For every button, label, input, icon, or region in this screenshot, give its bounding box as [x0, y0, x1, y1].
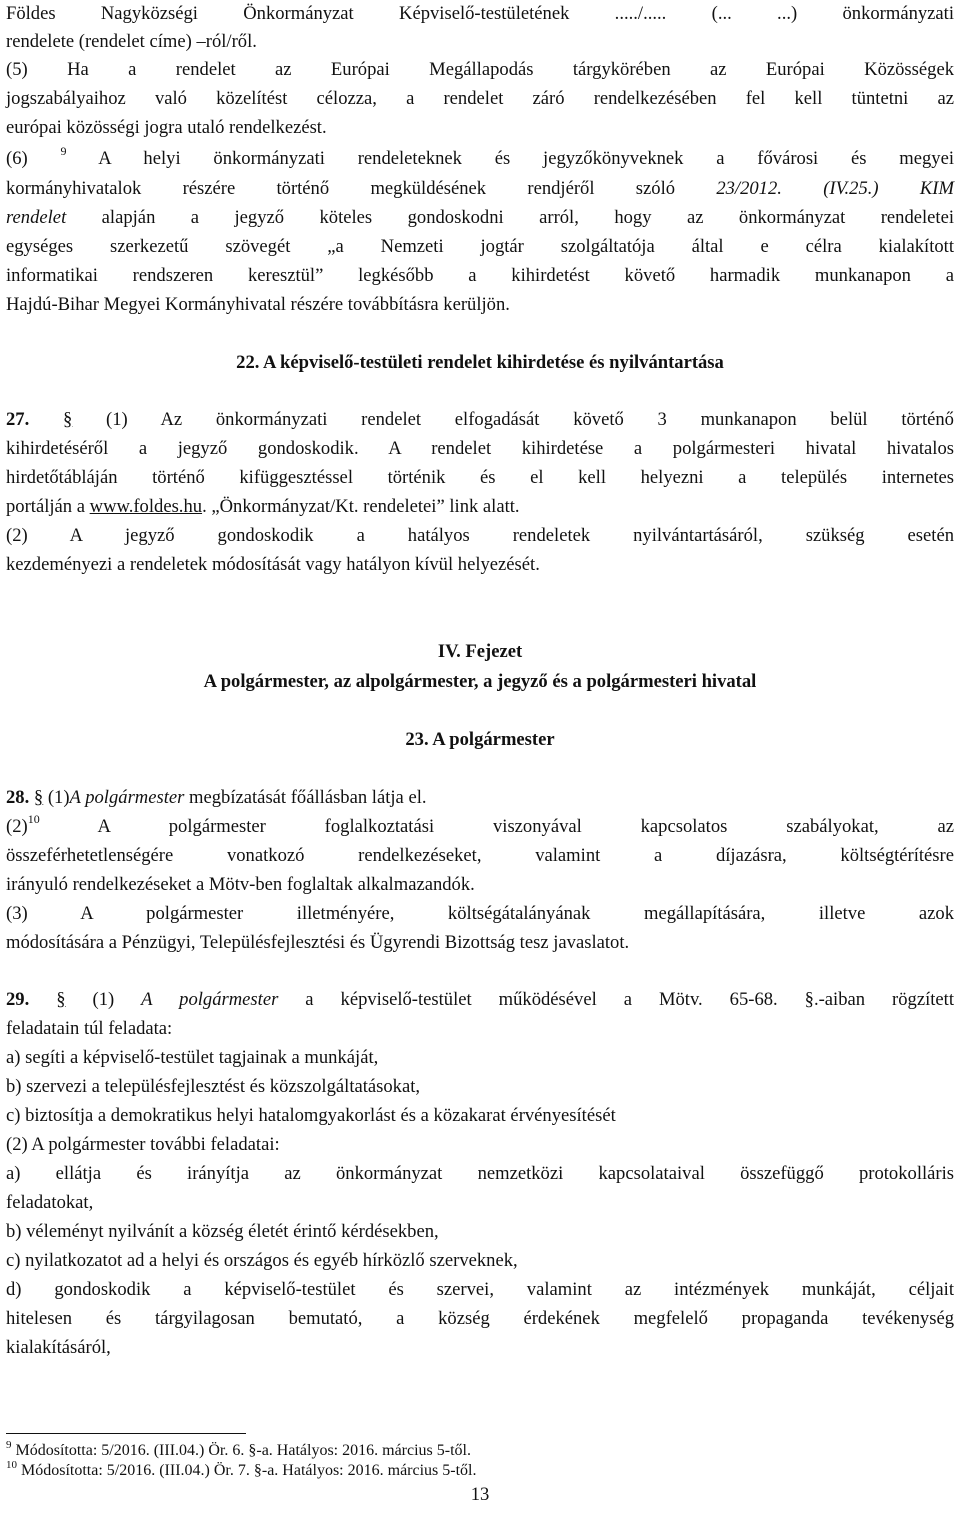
section-29-line-2: feladatain túl feladata: — [6, 1018, 173, 1039]
section-28-number: 28. — [6, 787, 30, 808]
para-5-line-2: jogszabályaihoz való közelítést célozza, a rendelet záró rendelkezésében fel kell tüntetni az — [6, 88, 954, 109]
list-item-cont: kialakításáról, — [6, 1337, 111, 1358]
list-item: a) segíti a képviselő-testület tagjainak a munkáját, — [6, 1047, 379, 1068]
list-item: b) véleményt nyilvánít a község életét érintő kérdésekben, — [6, 1221, 439, 1242]
section-27-line-6: kezdeményezi a rendeletek módosítását vagy hatályon kívül helyezését. — [6, 554, 540, 575]
footnote-ref-10[interactable]: 10 — [27, 812, 40, 826]
para-5-line-1: (5) Ha a rendelet az Európai Megállapodás tárgykörében az Európai Közösségek — [6, 59, 954, 80]
footnote-ref-9[interactable]: 9 — [60, 144, 67, 158]
section-28-p2-line-1: $(2)^{10}$ A polgármester foglalkoztatási viszonyával kapcsolatos szabályokat, az — [6, 812, 955, 837]
para-6-line-6: Hajdú-Bihar Megyei Kormányhivatal részére továbbításra kerüljön. — [6, 294, 510, 315]
kim-rendelet-ref: 23/2012. (IV.25.) KIM — [716, 178, 954, 199]
footnote-9: $^9$ Módosította: 5/2016. (III.04.) Ör. 6. §-a. Hatályos: 2016. március 5-től. — [6, 1439, 471, 1459]
para-5-line-3: európai közösségi jogra utaló rendelkezést. — [6, 117, 327, 138]
header-line-1: Földes Nagyközségi Önkormányzat Képviselő-testületének ...../..... (... ...) önkormányzati — [6, 3, 954, 24]
footnote-10: $^{10}$ Módosította: 5/2016. (III.04.) Ör. 7. §-a. Hatályos: 2016. március 5-től. — [6, 1459, 477, 1479]
footnote-divider — [6, 1433, 246, 1434]
para-6-line-2: kormányhivatalok részére történő megküldésének rendjéről szóló 23/2012. (IV.25.) KIM — [6, 178, 954, 199]
list-item: c) biztosítja a demokratikus helyi hatalomgyakorlást és a közakarat érvényesítését — [6, 1105, 616, 1126]
section-29-number: 29. — [6, 989, 30, 1010]
para-6-line-4: egységes szerkezetű szövegét „a Nemzeti jogtár szolgáltatója által e célra kialakított — [6, 236, 954, 257]
chapter-title: IV. Fejezet — [437, 641, 523, 662]
list-item-cont: hitelesen és tárgyilagosan bemutató, a község érdekének megfelelő propaganda tevékenység — [6, 1308, 954, 1329]
section-28-p3-line-1: (3) A polgármester illetményére, költségátalányának megállapítására, illetve azok — [6, 903, 954, 924]
section-27-line-2: kihirdetéséről a jegyző gondoskodik. A rendelet kihirdetése a polgármesteri hivatal hivatalos — [6, 438, 954, 459]
section-28-p3-line-2: módosítására a Pénzügyi, Településfejlesztési és Ügyrendi Bizottság tesz javaslatot. — [6, 932, 630, 953]
list-item: b) szervezi a településfejlesztést és közszolgáltatásokat, — [6, 1076, 421, 1097]
list-item: d) gondoskodik a képviselő-testület és szervei, valamint az intézmények munkáját, céljait — [6, 1279, 954, 1300]
para-6-line-5: informatikai rendszeren keresztül” legkésőbb a kihirdetést követő harmadik munkanapon a — [6, 265, 954, 286]
section-sign: § — [33, 787, 44, 808]
section-27-line-1: 27. § (1) Az önkormányzati rendelet elfogadását követő 3 munkanapon belül történő — [6, 409, 954, 430]
section-29-line-1: 29. § (1) A polgármester a képviselő-testület működésével a Mötv. 65-68. §.-aiban rögzített — [6, 989, 954, 1010]
section-28-line-1: 28. § (1)A polgármester megbízatását főállásban látja el. — [6, 787, 427, 808]
heading-22: 22. A képviselő-testületi rendelet kihirdetése és nyilvántartása — [236, 352, 724, 373]
section-27-line-3: hirdetőtábláján történő kifüggesztéssel történik és el kell helyezni a település internetes — [6, 467, 954, 488]
website-link[interactable]: www.foldes.hu — [89, 496, 203, 517]
section-28-p2-line-2: összeférhetetlenségére vonatkozó rendelkezéseket, valamint a díjazásra, költségtérítésre — [6, 845, 954, 866]
chapter-subtitle: A polgármester, az alpolgármester, a jegyző és a polgármesteri hivatal — [203, 671, 757, 692]
section-sign: § — [56, 989, 66, 1010]
list-item-cont: feladatokat, — [6, 1192, 94, 1213]
section-28-p2-line-3: irányuló rendelkezéseket a Mötv-ben foglaltak alkalmazandók. — [6, 874, 475, 895]
section-27-line-4: portálján a www.foldes.hu. „Önkormányzat/Kt. rendeletei” link alatt. — [6, 496, 520, 517]
para-6-number: (6) — [6, 148, 28, 169]
para-6-line-3: rendelet alapján a jegyző köteles gondoskodni arról, hogy az önkormányzat rendeletei — [6, 207, 954, 228]
list-item: c) nyilatkozatot ad a helyi és országos és egyéb hírközlő szerveknek, — [6, 1250, 518, 1271]
section-27-number: 27. — [6, 409, 30, 430]
section-29-p2: (2) A polgármester további feladatai: — [6, 1134, 280, 1155]
section-27-line-5: (2) A jegyző gondoskodik a hatályos rendeletek nyilvántartásáról, szükség esetén — [6, 525, 954, 546]
section-sign: § — [63, 409, 73, 430]
list-item: a) ellátja és irányítja az önkormányzat nemzetközi kapcsolataival összefüggő protokolláris — [6, 1163, 954, 1184]
header-line-2: rendelete (rendelet címe) –ról/ről. — [6, 31, 257, 52]
para-6-line-1: (6) $^9$ A helyi önkormányzati rendeleteknek és jegyzőkönyveknek a fővárosi és megyei — [6, 144, 955, 169]
heading-23: 23. A polgármester — [405, 729, 555, 750]
page-number: 13 — [470, 1484, 490, 1505]
